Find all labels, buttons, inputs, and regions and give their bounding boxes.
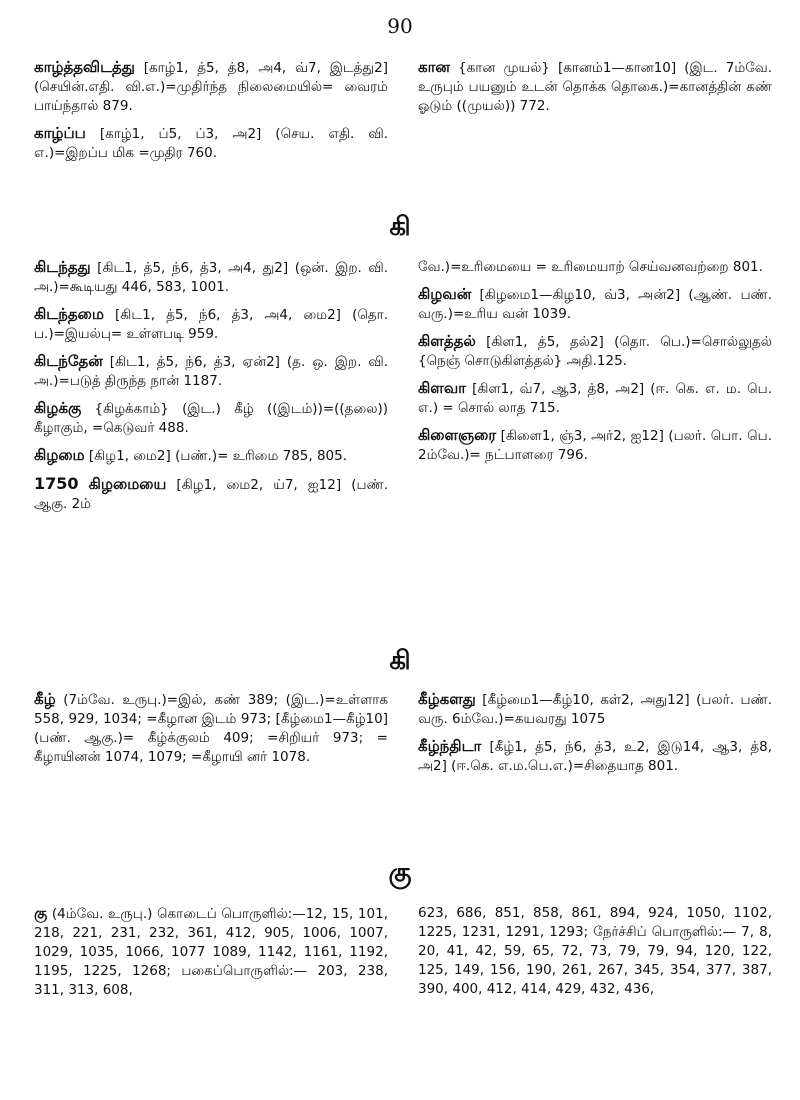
headword: கீழ்களது [418, 690, 476, 708]
headword: கீழ் [34, 690, 56, 708]
dictionary-entry [418, 737, 772, 776]
dictionary-entry [418, 379, 772, 418]
dictionary-entry [34, 904, 388, 1000]
entry-definition: [காழ்1, த்5, த்8, அ4, வ்7, இடத்து2] (செயின்.எதி. வி.எ.)=முதிர்ந்த நிலைமையில்= வைரம் பாய்ந்தால் 879. [34, 60, 388, 114]
dictionary-entry [34, 446, 388, 466]
headword: கிடந்தது [34, 258, 91, 276]
letter-heading-kii: கி [389, 646, 411, 676]
dictionary-entry [34, 258, 388, 297]
headword: கிழவன் [418, 285, 472, 303]
dictionary-entry [34, 124, 388, 163]
right-column [418, 904, 772, 1008]
entry-definition: [காழ்1, ப்5, ப்3, அ2] (செய. எதி. வி. எ.)=இறப்ப மிக =முதிர 760. [34, 126, 388, 161]
headword: கீழ்ந்திடா [418, 737, 482, 755]
entry-definition: 623, 686, 851, 858, 861, 894, 924, 1050, 1102, 1225, 1231, 1291, 1293; நேர்ச்சிப் பொருளில்:— 7, 8, 20, 41, 42, 59, 65, 72, 73, 79, 79, 94, 120, 122, 125, 149, 156, 190, 261, 267, 345, 354, 377, 387, 390, 400, 412, 414, 429, 432, 436, [418, 905, 772, 997]
dictionary-entry [34, 690, 388, 767]
entry-definition: வே.)=உரிமையை = உரிமையாற் செய்வனவற்றை 801. [418, 259, 763, 275]
left-column [34, 258, 388, 522]
headword: காழ்த்தவிடத்து [34, 58, 135, 76]
dictionary-entry [418, 285, 772, 324]
entry-definition: [கிழமை1—கிழ10, வ்3, அன்2] (ஆண். பண். வரு.)=உரிய வன் 1039. [418, 287, 772, 322]
dictionary-entry [34, 474, 388, 514]
section-kii [34, 690, 772, 784]
right-column [418, 258, 772, 522]
headword: கிழக்கு [34, 399, 82, 417]
headword: கிளவா [418, 379, 467, 397]
dictionary-entry [418, 58, 772, 116]
letter-heading-ki: கி [389, 212, 411, 242]
left-column [34, 690, 388, 784]
dictionary-entry [418, 258, 772, 277]
dictionary-entry [34, 305, 388, 344]
dictionary-entry [418, 332, 772, 371]
right-column [418, 690, 772, 784]
dictionary-entry [418, 426, 772, 465]
dictionary-entry [34, 352, 388, 391]
entry-definition: [கிளை1, ஞ்3, அர்2, ஐ12] (பலர். பொ. பெ. 2ம்வே.)= நட்பாளரை 796. [418, 428, 772, 463]
entry-definition: [கிட1, த்5, ந்6, த்3, அ4, மை2] (தொ. ப.)=இயல்பு= உள்ளபடி 959. [34, 307, 388, 342]
entry-definition: (4ம்வே. உருபு.) கொடைப் பொருளில்:—12, 15, 101, 218, 221, 231, 232, 361, 412, 905, 1006, 1007, 1029, 1035, 1066, 1077 1089, 1142, 1161, 1192, 1195, 1225, 1268; பகைப்பொருளில்:— 203, 238, 311, 313, 608, [34, 906, 388, 998]
entry-definition: [கிழ1, மை2] (பண்.)= உரிமை 785, 805. [84, 448, 348, 464]
headword: கிளத்தல் [418, 332, 476, 350]
headword: கிடந்தேன் [34, 352, 103, 370]
dictionary-entry [34, 399, 388, 438]
entry-definition: {கிழக்காம்} (இட.) கீழ் ((இடம்))=((தலை)) கீழாகும், =கெடுவர் 488. [34, 401, 388, 436]
headword: கிழமையை [88, 475, 167, 493]
entry-definition: [கீழ்மை1—கீழ்10, கள்2, அது12] (பலர். பண். வரு. 6ம்வே.)=கயவரது 1075 [418, 692, 772, 727]
entry-definition: [கிள1, வ்7, ஆ3, த்8, அ2] (ஈ. கெ. எ. ம. பெ. எ.) = சொல் லாத 715. [418, 381, 772, 416]
headword: கிழமை [34, 446, 85, 464]
verse-number: 1750 [34, 474, 79, 493]
entry-definition: {கான முயல்} [கானம்1—கான10] (இட. 7ம்வே. உருபும் பயனும் உடன் தொக்க தொகை.)=கானத்தின் கண் ஓடும் ((முயல்)) 772. [418, 60, 772, 114]
headword: கிடந்தமை [34, 305, 104, 323]
right-column [418, 58, 772, 171]
headword: கான [418, 58, 450, 76]
headword: காழ்ப்ப [34, 124, 86, 142]
entry-definition: [கிட1, த்5, ந்6, த்3, ஏன்2] (த. ஒ. இற. வி. அ.)=படுத் திருந்த நான் 1187. [34, 354, 388, 389]
section-ku [34, 904, 772, 1008]
entry-definition: [கிட1, த்5, ந்6, த்3, அ4, து2] (ஒன். இற. வி. அ.)=கூடியது 446, 583, 1001. [34, 260, 388, 295]
section-ka [34, 58, 772, 171]
dictionary-entry [34, 58, 388, 116]
page-number: 90 [387, 14, 413, 38]
headword: கிளைஞரை [418, 426, 497, 444]
dictionary-entry [418, 690, 772, 729]
left-column [34, 904, 388, 1008]
letter-heading-ku: கு [388, 858, 412, 888]
entry-definition: [கீழ்1, த்5, ந்6, த்3, உ2, இடு14, ஆ3, த்8, அ2] (ஈ.கெ. எ.ம.பெ.எ.)=சிதையாத 801. [418, 739, 772, 774]
section-ki [34, 258, 772, 522]
left-column [34, 58, 388, 171]
dictionary-entry [418, 904, 772, 999]
headword: கு [34, 904, 48, 922]
entry-definition: [கிள1, த்5, தல்2] (தொ. பெ.)=சொல்லுதல் {நெஞ் சொடுகிளத்தல்} அதி.125. [418, 334, 772, 369]
entry-definition: [கிழ1, மை2, ய்7, ஐ12] (பண். ஆகு. 2ம் [34, 477, 388, 512]
entry-definition: (7ம்வே. உருபு.)=இல், கண் 389; (இட.)=உள்ளாக 558, 929, 1034; =கீழான இடம் 973; [கீழ்மை1—கீழ்10] (பண். ஆகு.)= கீழ்க்குலம் 409; =சிறியர் 973; = கீழாயினன் 1074, 1079; =கீழாயி னர் 1078. [34, 692, 388, 765]
